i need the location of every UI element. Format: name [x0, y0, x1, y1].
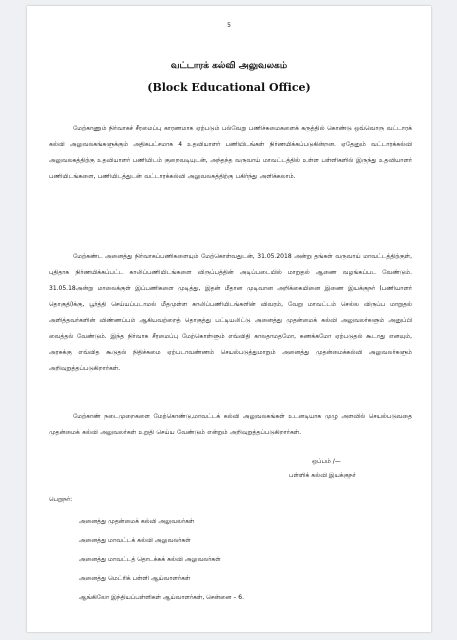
- recipients-label: பெறுநர்:: [49, 496, 73, 503]
- recipient-item: அனைத்து மாவட்டத் தொடக்கக் கல்வி அலுவலர்கள்: [79, 556, 221, 563]
- recipient-item: அனைத்து மெட்ரிக் பள்ளி ஆய்வாளர்கள்: [79, 575, 191, 582]
- paragraph-directive: மேற்காண் நடைமுறைகளை மேற்கொண்டு,மாவட்டக் கல்வி அலுவலகங்கள் உடனடியாக முழு அளவில் செயல்படுவதை முதன்மைக் கல்வி அலுவலர்கள் உறுதி செய்ய வேண்டும் என்றும் அறிவுறுத்தப்படுகிறார்கள்.: [49, 413, 412, 436]
- paragraph-transfer-orders: மேற்கண்ட அனைத்து நிர்வாகப்பணிகளையும் மேற்கொள்வதுடன், 31.05.2018 அன்று தங்கள் வருவாய் மாவட்டத்திற்குள், புதிதாக நிர்ணயிக்கப்பட்ட காலிப்பணியிடங்களை விருப்பத்தின் அடிப்படையில் மாறுதல் ஆணை வழங்கப்பட வேண்டும். 31.05.18அன்று மாலைக்குள் இப்பணிகளை முடித்து, இதன் மீதான முடிவான அறிக்கையினை இணை இயக்குநர் (பணியாளர் தொகுதி)க்கு, பூர்த்தி செய்யப்படாமல் மீதமுள்ள காலிப்பணியிடங்களின் விவரம், வேறு மாவட்டம் செல்ல விருப்ப மாறுதல் அளித்தவர்களின் விண்ணப்பம் ஆகியவற்றைத் தொகுத்து பட்டியலிட்டு அனைத்து முதன்மைக் கல்வி அலுவலர்களும் அனுப்பி வைத்தல் வேண்டும். இந்த நிர்வாக சீரமைப்பு மேற்கொள்ளும் எவ்விதி காலதாமதமோ, சுணக்கமோ ஏற்படுதல் கூடாது எனவும், அரசுக்கு எவ்வித கூடுதல் நிதிச்சுமை ஏற்படாவண்ணம் செயல்படுத்துமாறும் அனைத்து முதன்மைக்கல்வி அலுவலர்களும் அறிவுறுத்தப்படுகிறார்கள்.: [49, 253, 412, 372]
- signature-mark: ஒப்பம் /—: [312, 458, 341, 465]
- signature-designation: பள்ளிக் கல்வி இயக்குநர்: [289, 472, 356, 479]
- recipient-item: அனைத்து மாவட்டக் கல்வி அலுவலர்கள்: [79, 537, 191, 544]
- document-page: [27, 6, 431, 632]
- page-number: 5: [227, 22, 231, 29]
- recipients-list: [79, 512, 244, 607]
- recipient-item: ஆங்கிலோ இந்தியப்பள்ளிகள் ஆய்வாளர்கள், சென்னை – 6.: [79, 594, 244, 601]
- recipient-item: அனைத்து முதன்மைக் கல்வி அலுவலர்கள்: [79, 518, 195, 525]
- office-heading: வட்டாரக் கல்வி அலுவலகம்: [170, 61, 288, 71]
- paragraph-assistant-posts: மேற்காணும் நிர்வாகச் சீரமைப்பு காரணமாக ஏற்படும் பல்வேறு பணிச்சுமைகளைக் கருத்தில் கொண்டு ஒவ்வொரு வட்டாரக் கல்வி அலுவலகங்களுக்கும் அதிகபட்சமாக 4 உதவியாளர் பணியிடங்கள் நிர்ணயிக்கப்படுகின்றன. ஏதேனும் வட்டாரக்கல்வி அலுவலகத்திற்கு உதவியாளர் பணியிடம் குறைவடியுடன், அந்தந்த வருவாய் மாவட்டத்தில் உள்ள பள்ளிகளில் இருந்து உதவியாளர் பணியிடங்களை, பணியிடத்துடன் வட்டாரக்கல்வி அலுவலகத்திற்கு பகிர்ந்து அளிக்கலாம்.: [49, 125, 412, 180]
- office-subheading: (Block Educational Office): [147, 81, 311, 94]
